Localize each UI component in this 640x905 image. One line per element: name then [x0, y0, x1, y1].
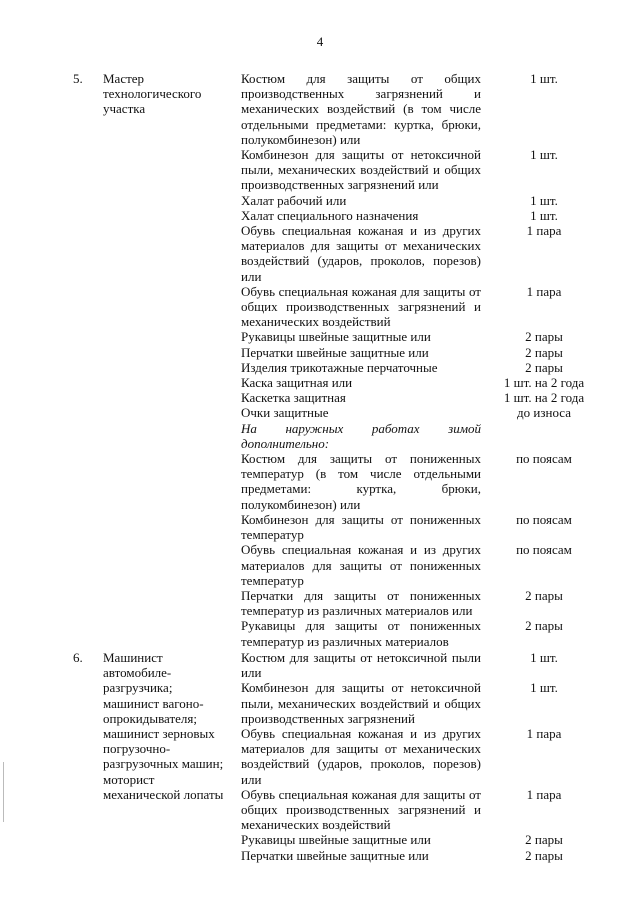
ppe-item [241, 405, 571, 421]
item-quantity: 1 шт. [530, 680, 558, 696]
item-name: Халат специального назначения [241, 207, 419, 223]
item-name: Рукавицы швейные защитные или [241, 832, 431, 848]
ppe-item [241, 71, 558, 147]
item-quantity: 1 шт. [530, 650, 558, 665]
ppe-item [241, 147, 558, 193]
ppe-item [241, 680, 558, 726]
section-note: На наружных работах зимой дополнительно: [241, 420, 481, 451]
item-quantity: до износа [517, 405, 571, 421]
item-name: Перчатки для защиты от пониженных температур из различных материалов или [241, 587, 481, 619]
ppe-item [241, 542, 572, 588]
ppe-item [241, 359, 563, 375]
item-name: Обувь специальная кожаная для защиты от общих производственных загрязнений и механических воздействий [241, 283, 481, 330]
item-name: Обувь специальная кожаная и из других материалов для защиты от механических воздействий (ударов, проколов, порезов) или [241, 726, 481, 787]
item-quantity: по поясам [516, 542, 572, 558]
item-name: Костюм для защиты от пониженных температур (в том числе отдельными предметами: куртка, брюки, полукомбинезон) или [241, 451, 481, 512]
page-number: 4 [316, 34, 324, 49]
item-name: Рукавицы швейные защитные или [241, 329, 431, 345]
item-name: Костюм для защиты от нетоксичной пыли или [241, 650, 481, 681]
item-quantity: 1 шт. на 2 года [503, 375, 585, 391]
job-title: Машинист автомобиле- разгрузчика; машинист вагоно- опрокидывателя; машинист зерновых погрузочно- разгрузочных машин; моторист механической лопаты [103, 650, 224, 802]
ppe-list [241, 650, 563, 863]
ppe-item [241, 344, 563, 360]
ppe-item [241, 832, 563, 848]
item-name: Обувь специальная кожаная и из других материалов для защиты от пониженных температур [241, 542, 481, 588]
item-quantity: 1 шт. [530, 207, 558, 223]
ppe-item [241, 451, 572, 512]
item-quantity: 1 пара [526, 223, 562, 239]
item-name: Обувь специальная кожаная для защиты от общих производственных загрязнений и механических воздействий [241, 786, 481, 833]
item-quantity: 1 пара [526, 786, 562, 802]
ppe-item [241, 650, 558, 681]
ppe-item [241, 192, 558, 208]
row-number: 6. [73, 650, 83, 665]
ppe-item [241, 329, 563, 345]
item-name: Перчатки швейные защитные или [241, 847, 429, 863]
item-name: Рукавицы для защиты от пониженных температур из различных материалов [241, 618, 481, 649]
item-name: Изделия трикотажные перчаточные [241, 359, 438, 375]
ppe-list [241, 71, 585, 649]
ppe-item [241, 587, 563, 619]
item-quantity: по поясам [516, 511, 572, 527]
item-quantity: 1 шт. [530, 71, 558, 86]
ppe-item [241, 390, 585, 406]
ppe-item [241, 847, 563, 863]
item-quantity: 2 пары [525, 359, 563, 375]
item-quantity: 2 пары [525, 329, 563, 345]
item-quantity: 2 пары [525, 344, 563, 360]
ppe-item [241, 283, 562, 330]
item-name: Каска защитная или [241, 375, 353, 391]
item-name: Каскетка защитная [241, 390, 346, 406]
ppe-item [241, 421, 481, 451]
item-quantity: 1 пара [526, 726, 562, 742]
item-quantity: 2 пары [525, 618, 563, 634]
item-name: Костюм для защиты от общих производственных загрязнений и механических воздействий (в том числе отдельными предметами: куртка, брюки, полукомбинезон) или [241, 71, 481, 147]
job-title: Мастер технологического участка [103, 71, 202, 117]
ppe-item [241, 726, 562, 787]
ppe-item [241, 511, 572, 543]
item-name: Комбинезон для защиты от нетоксичной пыли, механических воздействий и общих производственных загрязнений [241, 680, 481, 726]
item-name: Комбинезон для защиты от пониженных температур [241, 511, 481, 543]
item-quantity: 1 пара [526, 283, 562, 299]
item-quantity: 1 шт. на 2 года [503, 390, 585, 406]
ppe-item [241, 223, 562, 284]
row-number: 5. [73, 71, 83, 86]
ppe-item [241, 618, 563, 649]
item-name: Халат рабочий или [241, 192, 347, 208]
item-quantity: по поясам [516, 451, 572, 467]
ppe-item [241, 786, 562, 833]
ppe-item [241, 207, 558, 223]
item-name: Обувь специальная кожаная и из других материалов для защиты от механических воздействий (ударов, проколов, порезов) или [241, 223, 481, 284]
item-quantity: 1 шт. [530, 192, 558, 208]
item-quantity: 1 шт. [530, 147, 558, 163]
item-quantity: 2 пары [525, 847, 563, 863]
margin-line [3, 762, 4, 822]
item-name: Комбинезон для защиты от нетоксичной пыли, механических воздействий и общих производственных загрязнений или [241, 147, 481, 193]
item-quantity: 2 пары [525, 832, 563, 848]
item-quantity: 2 пары [525, 587, 563, 603]
item-name: Перчатки швейные защитные или [241, 344, 429, 360]
ppe-item [241, 375, 585, 391]
item-name: Очки защитные [241, 405, 329, 421]
